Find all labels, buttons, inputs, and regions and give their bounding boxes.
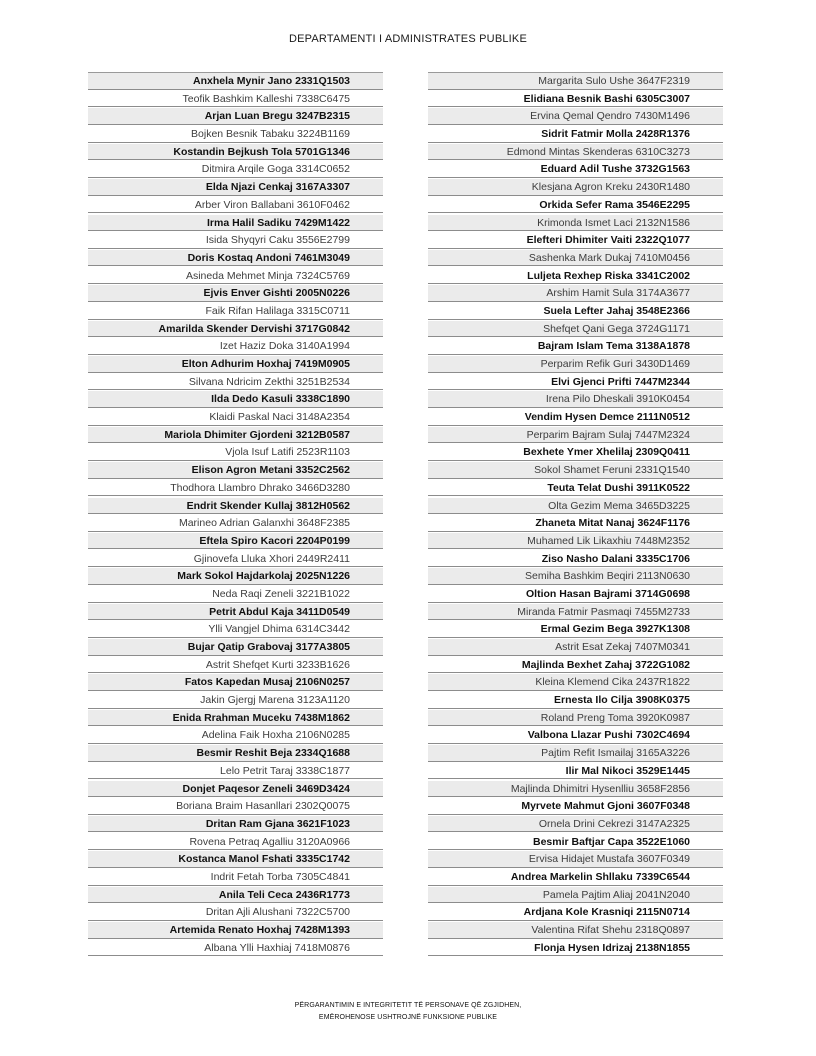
list-item: Petrit Abdul Kaja 3411D0549	[88, 604, 383, 621]
list-item: Ziso Nasho Dalani 3335C1706	[428, 551, 723, 568]
list-item: Klesjana Agron Kreku 2430R1480	[428, 179, 723, 196]
list-item: Zhaneta Mitat Nanaj 3624F1176	[428, 515, 723, 532]
list-item: Ornela Drini Cekrezi 3147A2325	[428, 816, 723, 833]
list-item: Mark Sokol Hajdarkolaj 2025N1226	[88, 568, 383, 585]
list-item: Vendim Hysen Demce 2111N0512	[428, 409, 723, 426]
list-item: Rovena Petraq Agalliu 3120A0966	[88, 834, 383, 851]
list-item: Doris Kostaq Andoni 7461M3049	[88, 250, 383, 267]
right-name-list	[428, 72, 723, 957]
list-item: Boriana Braim Hasanllari 2302Q0075	[88, 798, 383, 815]
page-title: DEPARTAMENTI I ADMINISTRATES PUBLIKE	[288, 33, 528, 45]
list-item: Astrit Shefqet Kurti 3233B1626	[88, 657, 383, 674]
list-item: Eftela Spiro Kacori 2204P0199	[88, 533, 383, 550]
list-item: Sokol Shamet Feruni 2331Q1540	[428, 462, 723, 479]
list-item: Astrit Esat Zekaj 7407M0341	[428, 639, 723, 656]
list-item: Krimonda Ismet Laci 2132N1586	[428, 215, 723, 232]
list-item: Elidiana Besnik Bashi 6305C3007	[428, 91, 723, 108]
list-item: Elda Njazi Cenkaj 3167A3307	[88, 179, 383, 196]
list-item: Elvi Gjenci Prifti 7447M2344	[428, 374, 723, 391]
list-item: Teuta Telat Dushi 3911K0522	[428, 480, 723, 497]
list-item: Margarita Sulo Ushe 3647F2319	[428, 73, 723, 90]
list-item: Elison Agron Metani 3352C2562	[88, 462, 383, 479]
list-item: Orkida Sefer Rama 3546E2295	[428, 197, 723, 214]
list-item: Indrit Fetah Torba 7305C4841	[88, 869, 383, 886]
list-item: Ejvis Enver Gishti 2005N0226	[88, 285, 383, 302]
list-item: Dritan Ajli Alushani 7322C5700	[88, 904, 383, 921]
list-item: Isida Shyqyri Caku 3556E2799	[88, 232, 383, 249]
list-item: Kostanca Manol Fshati 3335C1742	[88, 851, 383, 868]
list-item: Bexhete Ymer Xhelilaj 2309Q0411	[428, 444, 723, 461]
list-item: Mariola Dhimiter Gjordeni 3212B0587	[88, 427, 383, 444]
list-item: Bojken Besnik Tabaku 3224B1169	[88, 126, 383, 143]
list-item: Teofik Bashkim Kalleshi 7338C6475	[88, 91, 383, 108]
list-item: Anxhela Mynir Jano 2331Q1503	[88, 73, 383, 90]
list-item: Elefteri Dhimiter Vaiti 2322Q1077	[428, 232, 723, 249]
list-item: Amarilda Skender Dervishi 3717G0842	[88, 321, 383, 338]
list-item: Lelo Petrit Taraj 3338C1877	[88, 763, 383, 780]
list-item: Sashenka Mark Dukaj 7410M0456	[428, 250, 723, 267]
list-item: Andrea Markelin Shllaku 7339C6544	[428, 869, 723, 886]
list-item: Ernesta Ilo Cilja 3908K0375	[428, 692, 723, 709]
list-item: Shefqet Qani Gega 3724G1171	[428, 321, 723, 338]
list-item: Edmond Mintas Skenderas 6310C3273	[428, 144, 723, 161]
left-name-list	[88, 72, 383, 957]
list-item: Pamela Pajtim Aliaj 2041N2040	[428, 887, 723, 904]
list-item: Vjola Isuf Latifi 2523R1103	[88, 444, 383, 461]
list-item: Kostandin Bejkush Tola 5701G1346	[88, 144, 383, 161]
list-item: Arber Viron Ballabani 3610F0462	[88, 197, 383, 214]
list-item: Perparim Refik Guri 3430D1469	[428, 356, 723, 373]
list-item: Flonja Hysen Idrizaj 2138N1855	[428, 940, 723, 957]
list-item: Ervisa Hidajet Mustafa 3607F0349	[428, 851, 723, 868]
list-item: Gjinovefa Lluka Xhori 2449R2411	[88, 551, 383, 568]
list-item: Roland Preng Toma 3920K0987	[428, 710, 723, 727]
list-item: Thodhora Llambro Dhrako 3466D3280	[88, 480, 383, 497]
page-footer	[0, 1000, 816, 1024]
list-item: Asineda Mehmet Minja 7324C5769	[88, 268, 383, 285]
list-item: Sidrit Fatmir Molla 2428R1376	[428, 126, 723, 143]
footer-line-1: PËRGARANTIMIN E INTEGRITETIT TË PERSONAVE QË ZGJIDHEN,	[294, 1002, 522, 1009]
list-item: Anila Teli Ceca 2436R1773	[88, 887, 383, 904]
list-item: Elton Adhurim Hoxhaj 7419M0905	[88, 356, 383, 373]
list-item: Majlinda Dhimitri Hysenlliu 3658F2856	[428, 781, 723, 798]
list-item: Ditmira Arqile Goga 3314C0652	[88, 161, 383, 178]
list-item: Muhamed Lik Likaxhiu 7448M2352	[428, 533, 723, 550]
footer-line-2: EMËROHENOSE USHTROJNË FUNKSIONE PUBLIKE	[318, 1014, 498, 1021]
list-item: Majlinda Bexhet Zahaj 3722G1082	[428, 657, 723, 674]
list-item: Izet Haziz Doka 3140A1994	[88, 338, 383, 355]
list-item: Perparim Bajram Sulaj 7447M2324	[428, 427, 723, 444]
list-item: Neda Raqi Zeneli 3221B1022	[88, 586, 383, 603]
list-item: Ilda Dedo Kasuli 3338C1890	[88, 391, 383, 408]
list-item: Semiha Bashkim Beqiri 2113N0630	[428, 568, 723, 585]
list-item: Endrit Skender Kullaj 3812H0562	[88, 498, 383, 515]
list-item: Donjet Paqesor Zeneli 3469D3424	[88, 781, 383, 798]
list-item: Faik Rifan Halilaga 3315C0711	[88, 303, 383, 320]
list-item: Arjan Luan Bregu 3247B2315	[88, 108, 383, 125]
list-item: Bujar Qatip Grabovaj 3177A3805	[88, 639, 383, 656]
list-item: Luljeta Rexhep Riska 3341C2002	[428, 268, 723, 285]
list-item: Enida Rrahman Muceku 7438M1862	[88, 710, 383, 727]
list-item: Ylli Vangjel Dhima 6314C3442	[88, 621, 383, 638]
list-item: Artemida Renato Hoxhaj 7428M1393	[88, 922, 383, 939]
list-item: Valbona Llazar Pushi 7302C4694	[428, 727, 723, 744]
list-item: Oltion Hasan Bajrami 3714G0698	[428, 586, 723, 603]
list-item: Fatos Kapedan Musaj 2106N0257	[88, 674, 383, 691]
list-item: Olta Gezim Mema 3465D3225	[428, 498, 723, 515]
list-item: Besmir Baftjar Capa 3522E1060	[428, 834, 723, 851]
list-item: Irena Pilo Dheskali 3910K0454	[428, 391, 723, 408]
list-item: Bajram Islam Tema 3138A1878	[428, 338, 723, 355]
list-item: Ilir Mal Nikoci 3529E1445	[428, 763, 723, 780]
list-item: Ervina Qemal Qendro 7430M1496	[428, 108, 723, 125]
list-item: Ermal Gezim Bega 3927K1308	[428, 621, 723, 638]
list-item: Arshim Hamit Sula 3174A3677	[428, 285, 723, 302]
list-item: Klaidi Paskal Naci 3148A2354	[88, 409, 383, 426]
list-item: Jakin Gjergj Marena 3123A1120	[88, 692, 383, 709]
list-item: Irma Halil Sadiku 7429M1422	[88, 215, 383, 232]
list-item: Marineo Adrian Galanxhi 3648F2385	[88, 515, 383, 532]
list-item: Besmir Reshit Beja 2334Q1688	[88, 745, 383, 762]
list-item: Eduard Adil Tushe 3732G1563	[428, 161, 723, 178]
list-item: Pajtim Refit Ismailaj 3165A3226	[428, 745, 723, 762]
list-item: Valentina Rifat Shehu 2318Q0897	[428, 922, 723, 939]
list-item: Albana Ylli Haxhiaj 7418M0876	[88, 940, 383, 957]
list-item: Dritan Ram Gjana 3621F1023	[88, 816, 383, 833]
list-item: Adelina Faik Hoxha 2106N0285	[88, 727, 383, 744]
list-item: Myrvete Mahmut Gjoni 3607F0348	[428, 798, 723, 815]
list-item: Suela Lefter Jahaj 3548E2366	[428, 303, 723, 320]
list-item: Miranda Fatmir Pasmaqi 7455M2733	[428, 604, 723, 621]
list-item: Ardjana Kole Krasniqi 2115N0714	[428, 904, 723, 921]
list-item: Silvana Ndricim Zekthi 3251B2534	[88, 374, 383, 391]
list-item: Kleina Klemend Cika 2437R1822	[428, 674, 723, 691]
